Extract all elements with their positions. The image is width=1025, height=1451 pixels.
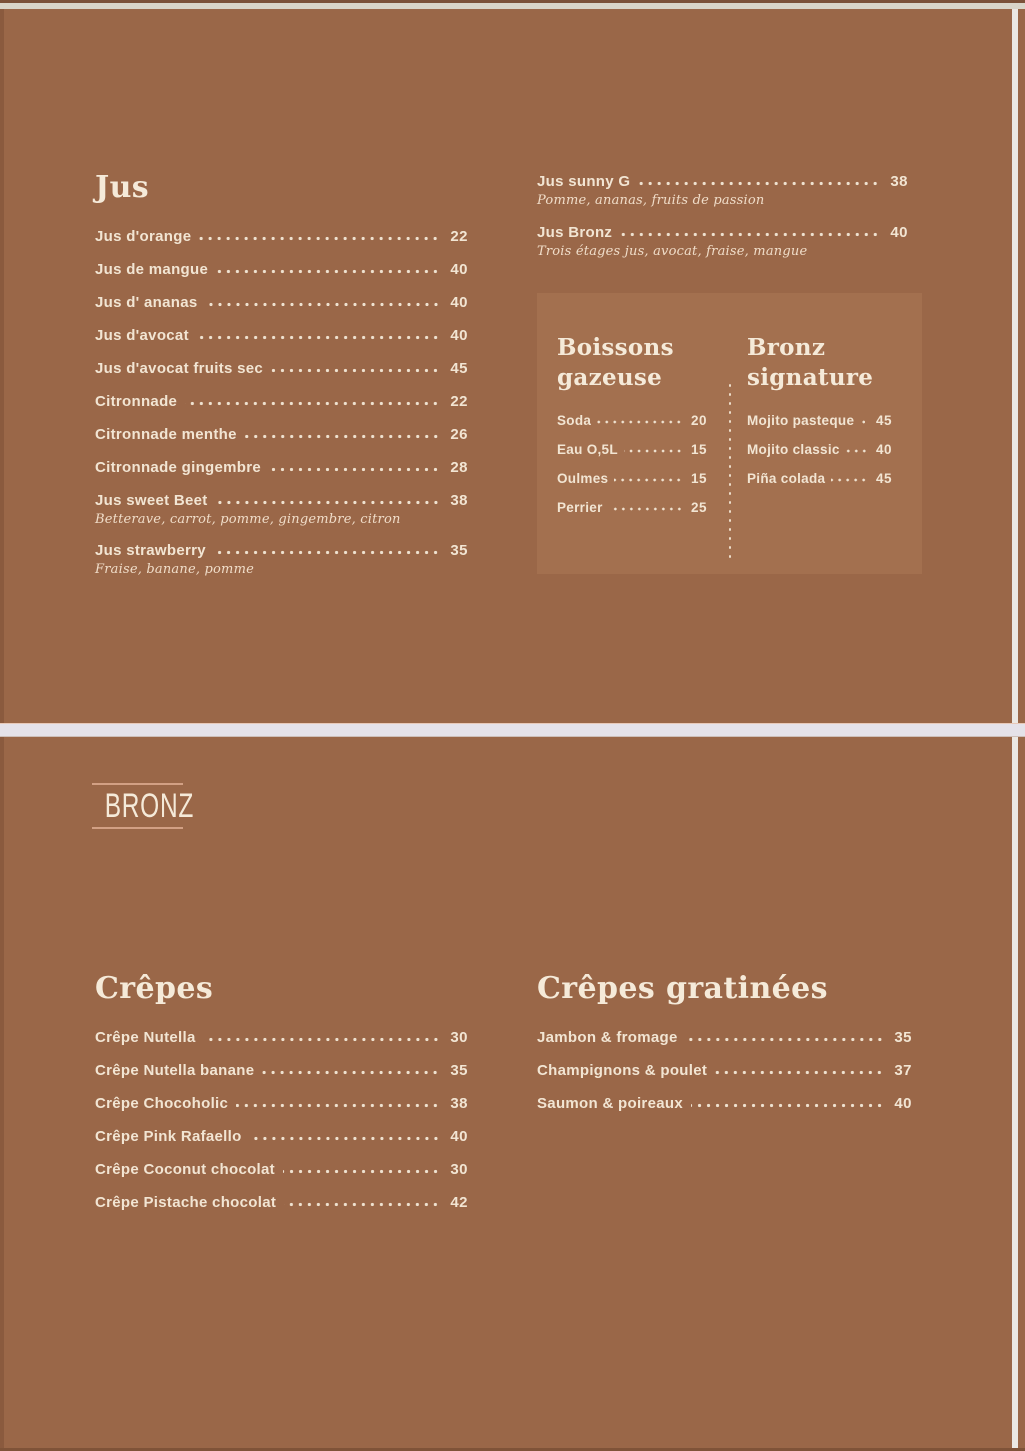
menu-item-price: 15	[690, 471, 707, 486]
dot-leader	[199, 236, 440, 241]
menu-item	[95, 292, 468, 313]
menu-item	[557, 441, 707, 459]
menu-item-price: 40	[875, 442, 892, 457]
dot-leader	[284, 1202, 440, 1207]
menu-item-description: Trois étages jus, avocat, fraise, mangue	[537, 244, 808, 259]
menu-item-price: 40	[450, 294, 468, 311]
menu-item-name: Citronnade gingembre	[95, 459, 262, 476]
dot-leader	[624, 449, 683, 453]
menu-item-name: Champignons & poulet	[537, 1062, 708, 1079]
menu-item	[557, 470, 707, 488]
dot-leader	[216, 500, 440, 505]
menu-item-price: 40	[450, 261, 468, 278]
menu-item	[95, 358, 468, 379]
page-divider	[0, 723, 1025, 737]
menu-item	[747, 441, 892, 459]
menu-item-price: 26	[450, 426, 468, 443]
menu-item-name: Citronnade	[95, 393, 178, 410]
dot-leader	[691, 1103, 884, 1108]
menu-item-price: 35	[450, 1062, 468, 1079]
logo-wordmark: BRONZ	[104, 787, 195, 825]
menu-item	[95, 1126, 468, 1147]
menu-item	[95, 1159, 468, 1180]
menu-item	[95, 1027, 468, 1048]
dot-leader	[715, 1070, 884, 1075]
dot-leader	[860, 420, 868, 424]
menu-item-name: Eau O,5L	[557, 442, 618, 457]
menu-item-price: 42	[450, 1194, 468, 1211]
menu-item-name: Jus sunny G	[537, 173, 631, 190]
menu-item	[95, 1093, 468, 1114]
menu-item-price: 40	[450, 327, 468, 344]
menu-item-name: Jus Bronz	[537, 224, 613, 241]
menu-item-price: 40	[894, 1095, 912, 1112]
menu-item-description: Fraise, banane, pomme	[95, 562, 254, 577]
menu-item	[537, 1060, 912, 1081]
photo-edge-top-white	[0, 3, 1025, 9]
menu-item-price: 25	[690, 500, 707, 515]
menu-item-description: Betterave, carrot, pomme, gingembre, citron	[95, 512, 401, 527]
menu-item-price: 22	[450, 228, 468, 245]
logo-bottom-line	[92, 827, 183, 829]
menu-item-name: Soda	[557, 413, 592, 428]
menu-item-price: 35	[894, 1029, 912, 1046]
menu-item-name: Crêpe Nutella	[95, 1029, 196, 1046]
dot-leader	[206, 302, 440, 307]
menu-item	[95, 325, 468, 346]
menu-item-name: Jus d'orange	[95, 228, 192, 245]
dot-leader	[597, 420, 683, 424]
dot-leader	[262, 1070, 440, 1075]
crepes-gratinees-title: Crêpes gratinées	[537, 971, 828, 1006]
menu-item-price: 22	[450, 393, 468, 410]
menu-item	[95, 259, 468, 280]
menu-item	[95, 391, 468, 412]
menu-item-name: Crêpe Coconut chocolat	[95, 1161, 275, 1178]
menu-item	[537, 222, 908, 260]
dot-leader	[620, 232, 880, 237]
menu-item-price: 38	[890, 173, 908, 190]
menu-item-price: 38	[450, 492, 468, 509]
dot-leader	[271, 368, 440, 373]
dot-leader	[185, 401, 440, 406]
menu-item	[95, 457, 468, 478]
menu-item-name: Oulmes	[557, 471, 609, 486]
menu-item-name: Crêpe Chocoholic	[95, 1095, 229, 1112]
menu-item-name: Perrier	[557, 500, 603, 515]
crepes-gratinees-section	[537, 971, 912, 1126]
menu-item-price: 37	[894, 1062, 912, 1079]
jus-list	[95, 226, 468, 578]
bronz-signature-list	[747, 412, 892, 488]
menu-item-price: 30	[450, 1161, 468, 1178]
menu-item-name: Mojito classic	[747, 442, 840, 457]
menu-item-price: 20	[690, 413, 707, 428]
menu-item-price: 45	[450, 360, 468, 377]
menu-item-price: 35	[450, 542, 468, 559]
jus-specials-section	[537, 171, 908, 273]
crepes-title: Crêpes	[95, 971, 214, 1006]
dot-leader	[214, 550, 440, 555]
menu-item-name: Piña colada	[747, 471, 826, 486]
menu-item-name: Jambon & fromage	[537, 1029, 678, 1046]
menu-item-name: Jus sweet Beet	[95, 492, 208, 509]
dot-leader	[197, 335, 440, 340]
boissons-gazeuse-title: Boissons gazeuse	[557, 334, 674, 391]
menu-item-price: 30	[450, 1029, 468, 1046]
menu-item-name: Crêpe Pink Rafaello	[95, 1128, 242, 1145]
menu-item	[537, 1027, 912, 1048]
menu-item-name: Jus de mangue	[95, 261, 209, 278]
jus-title: Jus	[95, 170, 150, 205]
menu-item	[537, 1093, 912, 1114]
menu-item-price: 45	[875, 471, 892, 486]
crepes-list	[95, 1027, 468, 1213]
boissons-gazeuse-list	[557, 412, 707, 517]
dot-leader	[216, 269, 440, 274]
menu-item	[95, 490, 468, 528]
bronz-signature-column	[747, 333, 892, 574]
boissons-gazeuse-column	[557, 333, 707, 574]
menu-item	[95, 540, 468, 578]
menu-item-name: Crêpe Pistache chocolat	[95, 1194, 277, 1211]
menu-item-name: Saumon & poireaux	[537, 1095, 683, 1112]
menu-item	[747, 412, 892, 430]
dot-leader	[846, 449, 868, 453]
dot-leader	[204, 1037, 440, 1042]
menu-item	[537, 171, 908, 209]
crepes-gratinees-list	[537, 1027, 912, 1114]
jus-section	[95, 170, 468, 590]
crepes-section	[95, 971, 468, 1225]
menu-item-price: 28	[450, 459, 468, 476]
bronz-signature-title: Bronz signature	[747, 334, 874, 391]
dot-leader	[609, 507, 683, 511]
menu-item-name: Crêpe Nutella banane	[95, 1062, 255, 1079]
dot-leader	[245, 434, 440, 439]
menu-item-name: Citronnade menthe	[95, 426, 237, 443]
menu-item-description: Pomme, ananas, fruits de passion	[537, 193, 765, 208]
dotted-column-divider	[729, 381, 731, 563]
menu-item	[95, 424, 468, 445]
menu-item	[95, 1060, 468, 1081]
menu-item	[95, 226, 468, 247]
dot-leader	[614, 478, 683, 482]
menu-item-price: 40	[890, 224, 908, 241]
dot-leader	[269, 467, 440, 472]
jus-specials-list	[537, 171, 908, 260]
menu-item-price: 40	[450, 1128, 468, 1145]
bronz-logo	[92, 783, 195, 829]
dot-leader	[250, 1136, 440, 1141]
menu-item-name: Jus d'avocat	[95, 327, 189, 344]
menu-item-name: Jus strawberry	[95, 542, 206, 559]
dot-leader	[638, 181, 880, 186]
dot-leader	[236, 1103, 440, 1108]
menu-item-price: 38	[450, 1095, 468, 1112]
menu-item-name: Mojito pasteque	[747, 413, 855, 428]
menu-item-name: Jus d'avocat fruits sec	[95, 360, 264, 377]
menu-item-name: Jus d' ananas	[95, 294, 198, 311]
beverages-box	[537, 293, 922, 574]
menu-item	[557, 412, 707, 430]
menu-item-price: 45	[875, 413, 892, 428]
menu-item	[95, 1192, 468, 1213]
menu-item	[747, 470, 892, 488]
dot-leader	[686, 1037, 884, 1042]
menu-item-price: 15	[690, 442, 707, 457]
menu-item	[557, 499, 707, 517]
dot-leader	[831, 478, 868, 482]
dot-leader	[283, 1169, 440, 1174]
